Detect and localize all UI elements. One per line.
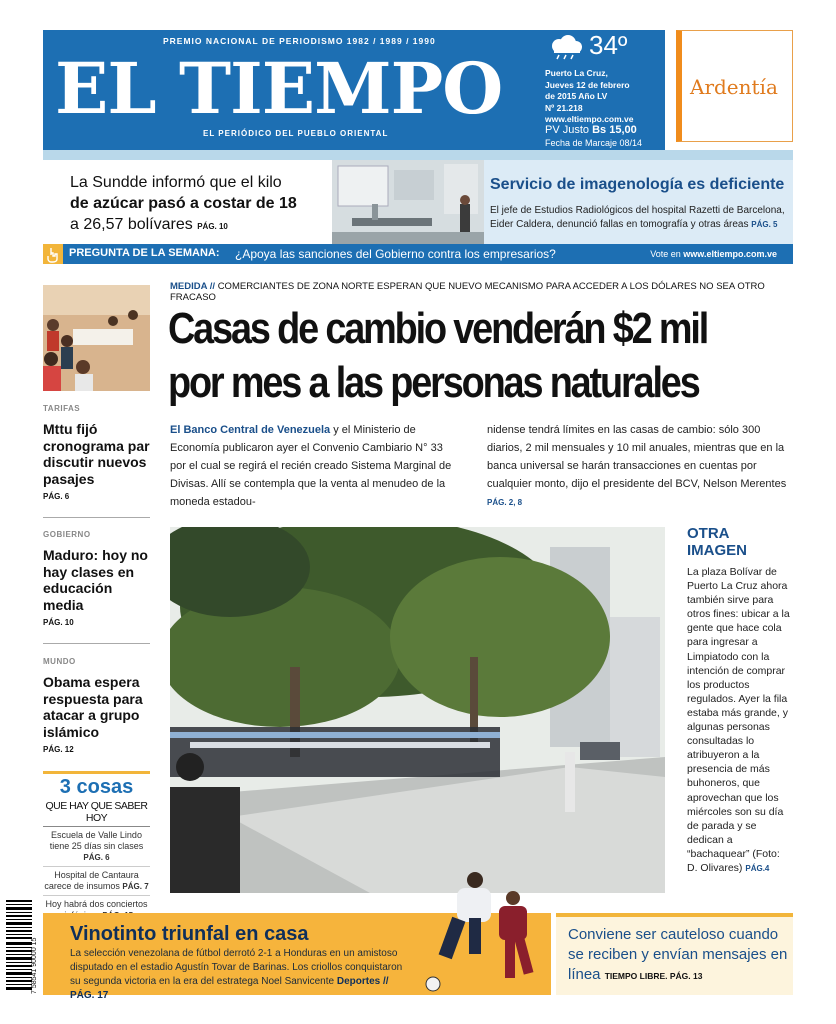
main-kicker <box>170 281 795 303</box>
story-headline: Maduro: hoy no hay clases en educación media <box>43 547 148 613</box>
cosas-title: 3 cosas <box>59 776 134 798</box>
pregunta-label: PREGUNTA DE LA SEMANA: <box>69 247 220 259</box>
rain-cloud-icon <box>545 34 587 60</box>
meeting-photo[interactable] <box>43 285 150 391</box>
cosas-item-text: Escuela de Valle Lindo tiene 25 días sin clases <box>49 830 144 851</box>
servicio-body: El jefe de Estudios Radiológicos del hospital Razetti de Barcelona, Eider Caldera, denunció fallas en tomografía y otras áreas <box>490 205 785 230</box>
vote-link[interactable] <box>650 249 777 259</box>
divider <box>43 517 150 518</box>
pregunta-question: ¿Apoya las sanciones del Gobierno contra los empresarios? <box>235 247 556 261</box>
divider <box>43 643 150 644</box>
plaza-queue-photo[interactable] <box>170 527 665 893</box>
story-text: nidense tendrá límites en las casas de cambio: sólo 300 diarios, 2 mil mensuales y 10 mil anuales, mientras que en la banca universal se harán transacciones en cuentas por cualquier monto, dijo el presidente del BCV, Nelson Merentes <box>487 424 787 490</box>
xray-room-illustration <box>332 160 484 244</box>
page-ref: PÁG. 5 <box>751 220 778 229</box>
page-ref: PÁG. 6 <box>83 853 110 862</box>
page-ref: PÁG. 7 <box>122 882 149 891</box>
servicio-headline: Servicio de imagenología es deficiente <box>490 176 785 193</box>
kicker-label: MEDIDA // <box>170 281 216 292</box>
temperature: 34º <box>589 30 628 60</box>
marcaje-date: Fecha de Marcaje 08/14 <box>545 138 643 148</box>
story-column-1 <box>170 421 460 511</box>
slogan: EL PERIÓDICO DEL PUEBLO ORIENTAL <box>203 129 389 138</box>
price <box>545 124 637 136</box>
main-headline[interactable] <box>168 302 706 410</box>
otra-imagen-box <box>687 525 793 876</box>
tres-cosas-box <box>43 771 150 924</box>
masthead-strip <box>43 150 793 160</box>
issue-number: Nº 21.218 <box>545 102 583 113</box>
ardentia-ad[interactable] <box>676 30 793 142</box>
meeting-illustration <box>43 285 150 391</box>
masthead <box>43 30 665 150</box>
story-text: y el Ministerio de Economía publicaron ayer el Convenio Cambiario N° 33 por el cual se regirá el recién creado Sistema Marginal de Divisas. Allí se contempla que la venta al menudeo de la moneda estadou- <box>170 424 452 508</box>
conviene-text <box>568 925 793 986</box>
page-ref: PÁG. 10 <box>43 618 74 627</box>
story-headline: Mttu fijó cronograma par discutir nuevos pasajes <box>43 421 150 487</box>
teaser-sundde[interactable] <box>70 172 335 237</box>
teaser-servicio[interactable] <box>484 160 793 244</box>
pregunta-bar[interactable] <box>43 244 793 264</box>
otra-title-line1: OTRA <box>687 525 730 542</box>
xray-room-photo[interactable] <box>332 160 484 244</box>
sidebar-story-mundo[interactable] <box>43 657 150 754</box>
kicker-text: COMERCIANTES DE ZONA NORTE ESPERAN QUE NUEVO MECANISMO PARA ACCEDER A LOS DÓLARES NO SEA OTRO FRACASO <box>170 281 765 303</box>
story-lead: El Banco Central de Venezuela <box>170 424 331 436</box>
otra-text <box>687 565 793 876</box>
cosas-item[interactable] <box>43 867 150 896</box>
otra-body: La plaza Bolívar de Puerto La Cruz ahora también sirve para otros fines: ubicar a la gente que hace cola para ingresar a Limpiatodo con la intención de comprar los productos regulados. Ayer la fila estaba más grande, y algunas personas consultadas lo atribuyeron a la presencia de más buhoneros, que aprovechan que los miércoles son su día de parada y se dedican a “bachaquear” (Foto: D. Olivares) <box>687 566 790 874</box>
headline-line1: Casas de cambio venderán $2 mil <box>168 304 708 353</box>
award-line: PREMIO NACIONAL DE PERIODISMO 1982 / 1989 / 1990 <box>163 36 436 46</box>
vote-site: www.eltiempo.com.ve <box>683 249 777 259</box>
cosas-item[interactable] <box>43 827 150 867</box>
story-headline: Obama espera respuesta para atacar a grupo islámico <box>43 674 143 740</box>
sidebar-story-tarifas[interactable] <box>43 404 150 501</box>
ad-brand: Ardentía <box>690 75 778 99</box>
headline-line2: por mes a las personas naturales <box>168 358 699 407</box>
page-ref: PÁG. 10 <box>197 222 228 231</box>
vinotinto-body: La selección venezolana de fútbol derrotó 2-1 a Honduras en un amistoso disputado en el estadio Agustín Tovar de Barinas. Los criollos conquistaron su segunda victoria en la era del estratega Noel Sanvicente <box>70 948 403 987</box>
section-label: MUNDO <box>43 657 76 666</box>
sidebar-story-gobierno[interactable] <box>43 530 150 627</box>
servicio-text <box>490 204 786 232</box>
issue-info <box>545 68 634 126</box>
price-label: PV Justo <box>545 124 590 136</box>
hand-pointer-icon <box>43 244 63 264</box>
football-players-cutout <box>415 868 555 995</box>
cosas-item-text: Hoy habrá dos conciertos <box>45 899 148 909</box>
price-value: Bs 15,00 <box>592 124 637 136</box>
date: Jueves 12 de febrero <box>545 79 630 90</box>
page-ref: Deportes // PÁG. 17 <box>70 976 389 1001</box>
vinotinto-text <box>70 947 415 1003</box>
page-ref: PÁG. 12 <box>43 745 74 754</box>
vote-prefix: Vote en <box>650 249 681 259</box>
website-link[interactable]: www.eltiempo.com.ve <box>545 114 634 124</box>
otra-title-line2: IMAGEN <box>687 542 747 559</box>
page-ref: PÁG. 2, 8 <box>487 498 523 507</box>
plaza-queue-illustration <box>170 527 665 893</box>
year: de 2015 Año LV <box>545 91 608 101</box>
vinotinto-headline: Vinotinto triunfal en casa <box>70 923 309 945</box>
section-label: GOBIERNO <box>43 530 91 539</box>
newspaper-logo[interactable]: EL TIEMPO <box>55 47 503 130</box>
conviene-box[interactable] <box>556 913 793 995</box>
conviene-body: Conviene ser cauteloso cuando se reciben y envían mensajes en línea <box>568 926 788 983</box>
section-label: TARIFAS <box>43 404 81 413</box>
story-column-2 <box>487 421 793 512</box>
teaser-line1: La Sundde informó que el kilo <box>70 174 282 191</box>
city: Puerto La Cruz, <box>545 68 608 78</box>
page-ref: TIEMPO LIBRE. PÁG. 13 <box>604 971 703 981</box>
cosas-subtitle: QUE HAY QUE SABER HOY <box>43 800 150 827</box>
page-ref: PÁG. 6 <box>43 492 70 501</box>
page-ref: PÁG.4 <box>745 863 770 873</box>
barcode-number: 7 58541 90000 15 <box>31 937 38 994</box>
teaser-line2: de azúcar pasó a costar de 18 <box>70 195 297 212</box>
teaser-line3: a 26,57 bolívares <box>70 216 193 233</box>
barcode <box>6 898 32 994</box>
cosas-item-text: Hospital de Cantaura carece de insumos <box>44 870 139 891</box>
